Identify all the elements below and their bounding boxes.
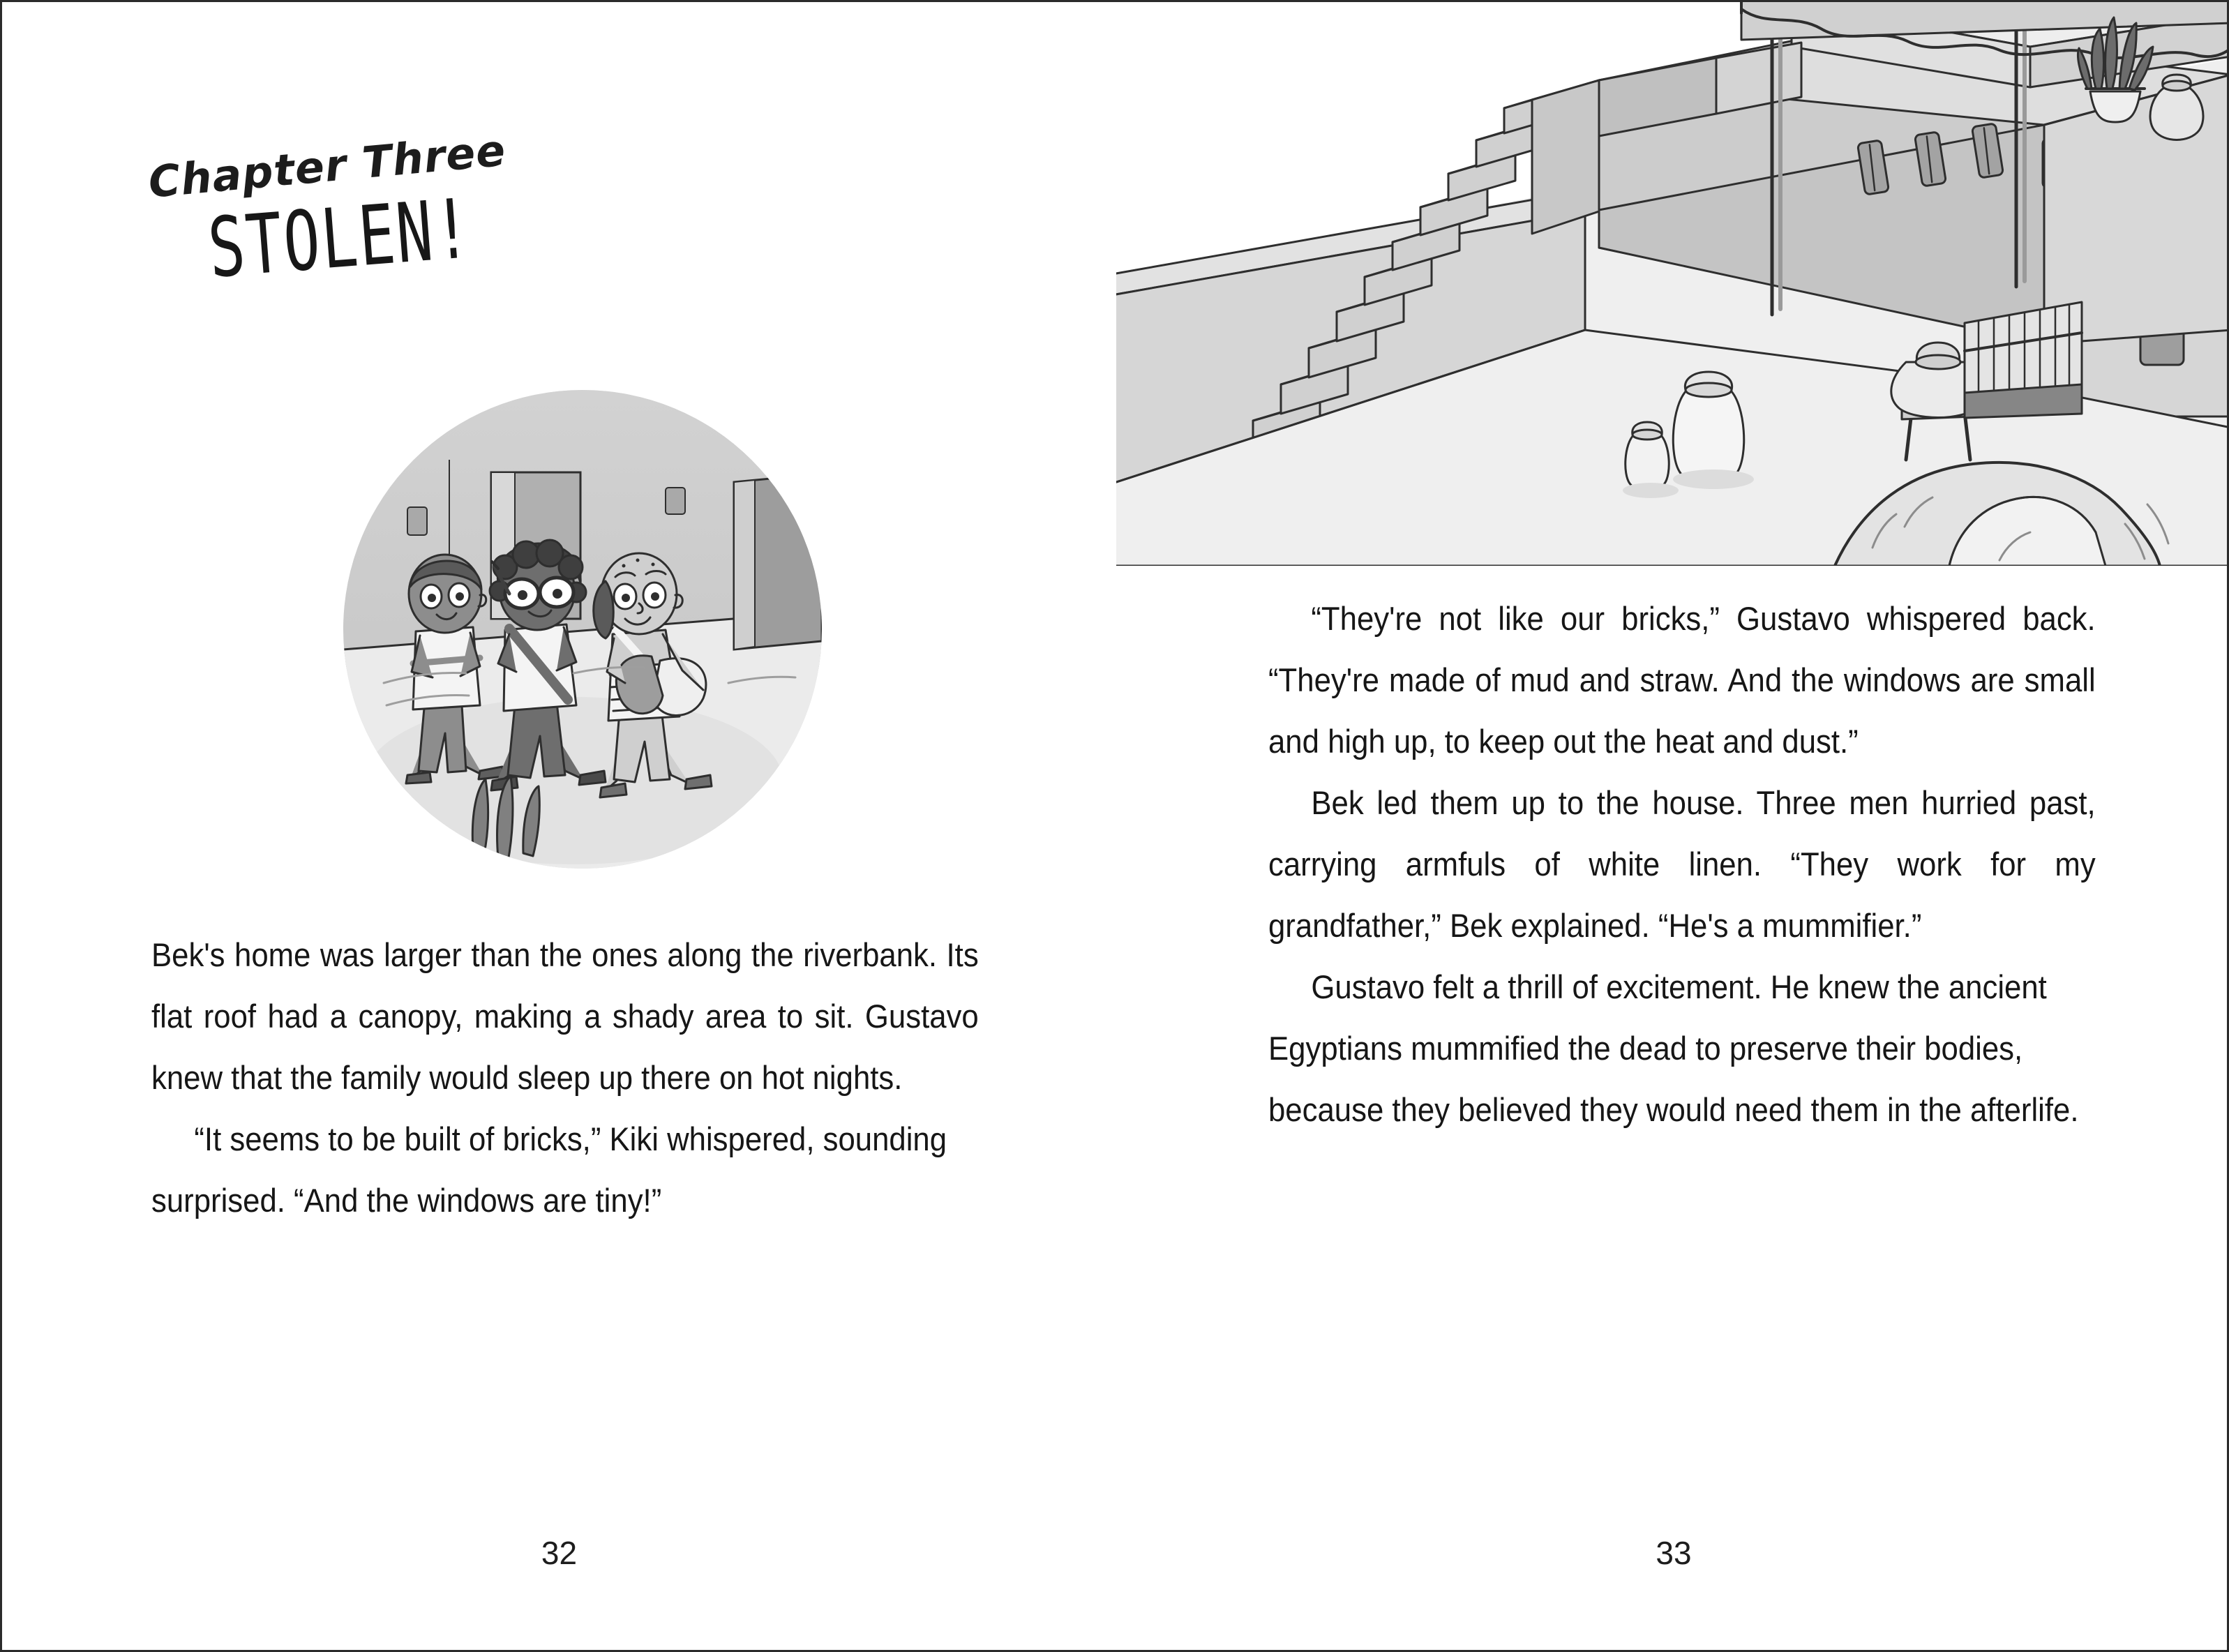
paragraph: Bek led them up to the house. Three men hurried past, carrying armfuls of white linen. “They work for my grandfather,” Bek explained. “He's a mummifier.” xyxy=(1268,784,2096,944)
paragraph: “It seems to be built of bricks,” Kiki whispered, sounding surprised. “And the windows are tiny!” xyxy=(151,1120,947,1219)
page-number-right: 33 xyxy=(1656,1535,1692,1571)
page-number-left: 32 xyxy=(541,1535,578,1571)
paragraph: Gustavo felt a thrill of excitement. He knew the ancient Egyptians mummified the dead to preserve their bodies, because they believed they would need them in the afterlife. xyxy=(1268,968,2079,1128)
right-page-body-text xyxy=(1268,588,2096,1141)
circular-illustration-three-children xyxy=(343,390,822,869)
left-page xyxy=(2,2,1116,1652)
chapter-kicker: Chapter Three xyxy=(146,124,509,208)
house-illustration-egyptian-home xyxy=(1116,2,2229,566)
left-page-body-text xyxy=(151,924,979,1231)
paragraph: “They're not like our bricks,” Gustavo whispered back. “They're made of mud and straw. And the windows are small and high up, to keep out the heat and dust.” xyxy=(1268,600,2096,760)
paragraph: Bek's home was larger than the ones along the riverbank. Its flat roof had a canopy, making a shady area to sit. Gustavo knew that the family would sleep up there on hot nights. xyxy=(151,936,979,1096)
chapter-title: STOLEN! xyxy=(204,181,475,296)
right-page xyxy=(1116,2,2229,1652)
